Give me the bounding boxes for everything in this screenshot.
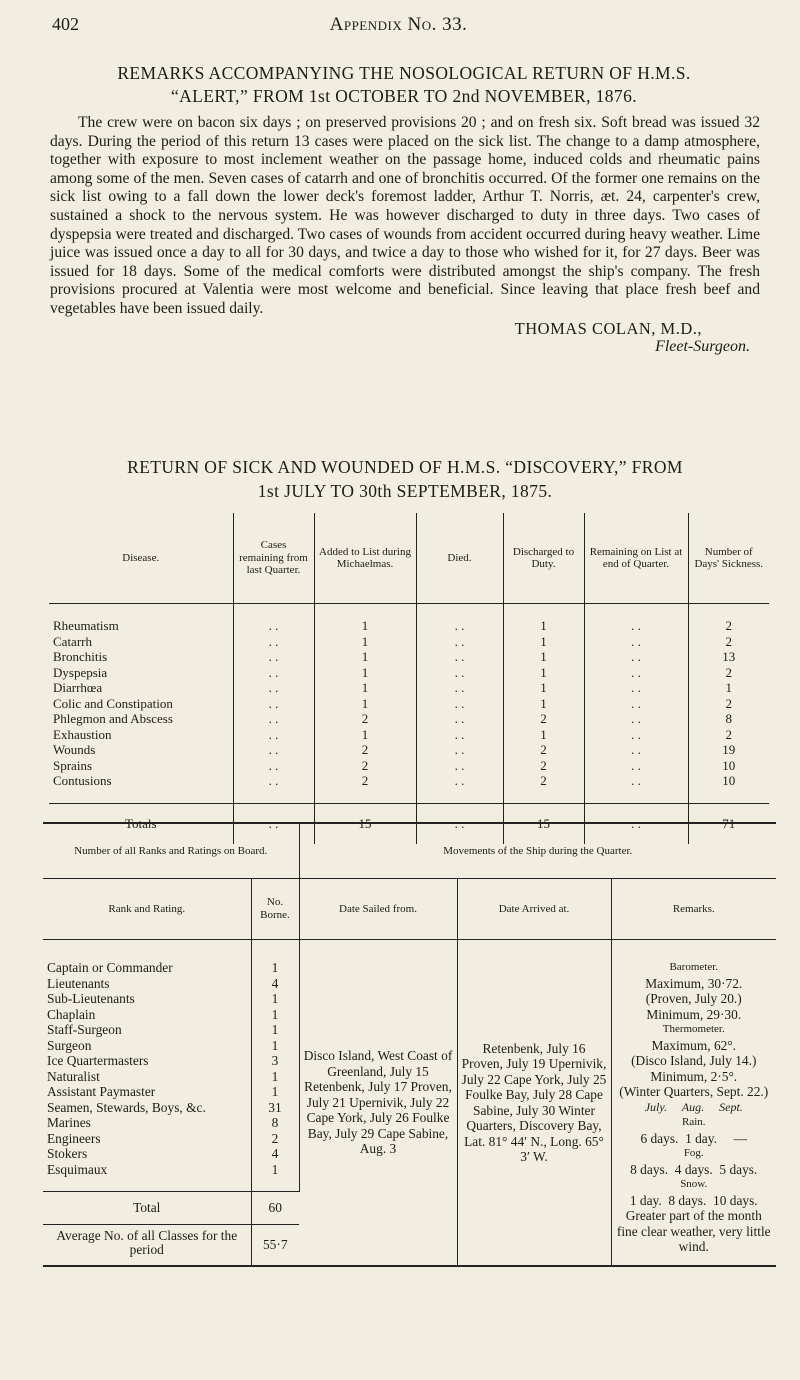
remarks-body	[50, 114, 760, 357]
sick-cell-died: . .	[416, 696, 503, 712]
sick-table-row	[49, 758, 769, 774]
disease-name: Exhaustion	[49, 727, 233, 743]
ranks-movements-table	[43, 822, 776, 1267]
disease-name: Phlegmon and Abscess	[49, 711, 233, 727]
rank-count: 3	[271, 1053, 279, 1068]
barometer-max-note: (Proven, July 20.)	[645, 991, 742, 1006]
rank-count: 1	[271, 1037, 279, 1053]
return-title	[40, 455, 770, 503]
header-died: Died.	[416, 513, 503, 604]
sick-table-row	[49, 680, 769, 696]
sick-cell-discharged: 1	[503, 649, 584, 665]
disease-name: Sprains	[49, 758, 233, 774]
sick-cell-days: 10	[722, 757, 736, 773]
sick-cell-days: 8	[725, 711, 732, 726]
sick-cell-remaining: . .	[233, 665, 314, 681]
sick-cell-remaining-end: . .	[584, 634, 688, 650]
sick-table-row	[49, 604, 769, 634]
sick-cell-days: 2	[725, 664, 732, 680]
arrived-at-cell: Retenbenk, July 16 Proven, July 19 Upernivik, July 22 Cape York, July 25 Foulke Bay, July 28 Cape Sabine, July 30 Winter Quarters, Discovery Bay, Lat. 81° 44′ N., Long. 65° 3′ W.	[457, 940, 611, 1267]
sick-cell-discharged: 2	[503, 773, 584, 803]
totals-died: . .	[416, 803, 503, 844]
sick-cell-discharged: 2	[503, 742, 584, 758]
sick-cell-remaining: . .	[233, 649, 314, 665]
sick-cell-remaining-end: . .	[584, 649, 688, 665]
disease-name: Dyspepsia	[49, 665, 233, 681]
sick-table-row	[49, 634, 769, 650]
header-days-sickness: Number of Days' Sickness.	[688, 513, 769, 604]
header-remarks: Remarks.	[611, 879, 776, 940]
ranks-column-header	[43, 879, 776, 940]
disease-name: Diarrhœa	[49, 680, 233, 696]
sick-cell-added: 1	[314, 680, 416, 696]
sick-table-row	[49, 727, 769, 743]
sick-cell-discharged: 2	[503, 711, 584, 727]
rank-name: Staff-Surgeon	[47, 1022, 122, 1037]
sick-cell-added: 1	[314, 634, 416, 650]
sick-table-row	[49, 649, 769, 665]
remarks-paragraph: The crew were on bacon six days ; on preserved provisions 20 ; and on fresh six. Soft bread was issued 32 days. During the period of this return 13 cases were placed on the sick list. The change to a damp atmosphere, together with exposure to most inclement weather on the passage home, induced colds and rheumatic pains among some of the men. Seven cases of catarrh and one of bronchitis occurred. Of the former one remains on the sick list owing to a fall down the lower deck's foremost ladder, Arthur T. Norris, æt. 24, carpenter's crew, sustained a shock to the nervous system. He was however discharged to duty in three days. Two cases of dyspepsia were treated and discharged. Two cases of wounds from accident occurred during heavy weather. Lime juice was issued once a day to all for 30 days, and twice a day to those who wished for it, for 27 days. Beer was issued for 18 days. Some of the medical comforts were distributed amongst the ship's company. The fresh provisions procured at Valentia were most welcome and beneficial. Since leaving that place fresh beef and vegetables have been issued daily.	[50, 114, 760, 317]
fog-days: 8 days. 4 days. 5 days.	[630, 1161, 758, 1177]
header-disease: Disease.	[49, 513, 233, 604]
rank-name: Captain or Commander	[47, 960, 173, 975]
rank-list	[43, 940, 251, 1192]
sick-cell-died: . .	[416, 649, 503, 665]
sick-cell-added: 1	[314, 665, 416, 681]
barometer-label: Barometer.	[669, 961, 719, 973]
total-value: 60	[251, 1192, 299, 1225]
snow-label: Snow.	[680, 1178, 708, 1190]
rank-count: 31	[268, 1099, 282, 1115]
sick-cell-remaining-end: . .	[584, 696, 688, 712]
sick-cell-days: 13	[722, 649, 736, 664]
thermometer-label: Thermometer.	[662, 1023, 725, 1035]
header-arrived-at: Date Arrived at.	[457, 879, 611, 940]
sick-cell-days: 2	[725, 726, 732, 742]
rain-label: Rain.	[681, 1116, 706, 1128]
sick-cell-remaining: . .	[233, 727, 314, 743]
sick-cell-added: 2	[314, 758, 416, 774]
totals-days: 71	[688, 803, 769, 844]
header-remaining-end: Remaining on List at end of Quarter.	[584, 513, 688, 604]
rank-name: Marines	[47, 1115, 91, 1130]
return-title-line-1: RETURN OF SICK AND WOUNDED OF H.M.S. “DISCOVERY,” FROM	[127, 457, 683, 477]
sick-cell-days: 2	[725, 618, 732, 633]
sick-table-header-row	[49, 513, 769, 604]
rank-name: Naturalist	[47, 1068, 100, 1084]
rank-name: Assistant Paymaster	[47, 1084, 156, 1099]
sick-cell-added: 2	[314, 711, 416, 727]
thermometer-max-note: (Disco Island, July 14.)	[631, 1053, 757, 1068]
sick-cell-added: 1	[314, 604, 416, 634]
sick-cell-discharged: 1	[503, 727, 584, 743]
sick-cell-died: . .	[416, 711, 503, 727]
ranks-group-header	[43, 823, 776, 879]
header-discharged: Discharged to Duty.	[503, 513, 584, 604]
sick-cell-discharged: 1	[503, 680, 584, 696]
average-label: Average No. of all Classes for the period	[43, 1225, 251, 1267]
weather-note: Greater part of the month fine clear weather, very little wind.	[616, 1208, 771, 1254]
rank-name: Stokers	[47, 1146, 88, 1161]
sick-table-row	[49, 742, 769, 758]
sick-cell-died: . .	[416, 773, 503, 803]
ranks-body-row	[43, 940, 776, 1192]
sick-cell-discharged: 1	[503, 634, 584, 650]
sick-table-row	[49, 696, 769, 712]
sick-cell-days: 10	[722, 773, 736, 788]
signature-name: THOMAS COLAN, M.D.,	[514, 318, 702, 338]
barometer-max: Maximum, 30·72.	[645, 975, 743, 991]
sick-cell-remaining-end: . .	[584, 758, 688, 774]
remarks-title	[48, 62, 760, 108]
sick-table-row	[49, 665, 769, 681]
sick-cell-days: 2	[725, 633, 732, 649]
rank-name: Engineers	[47, 1130, 101, 1146]
sick-cell-remaining: . .	[233, 696, 314, 712]
header-rank: Rank and Rating.	[43, 879, 251, 940]
sick-cell-remaining: . .	[233, 773, 314, 803]
sick-cell-died: . .	[416, 680, 503, 696]
fog-label: Fog.	[683, 1147, 704, 1159]
sick-cell-remaining-end: . .	[584, 727, 688, 743]
sick-cell-added: 1	[314, 649, 416, 665]
sick-table-row	[49, 773, 769, 803]
sick-cell-added: 1	[314, 696, 416, 712]
header-no-borne: No. Borne.	[251, 879, 299, 940]
sick-cell-remaining: . .	[233, 604, 314, 634]
sick-cell-remaining-end: . .	[584, 680, 688, 696]
sick-cell-added: 2	[314, 742, 416, 758]
rank-count: 1	[271, 1006, 279, 1022]
rank-name: Lieutenants	[47, 975, 110, 991]
sick-cell-remaining: . .	[233, 634, 314, 650]
sick-cell-discharged: 2	[503, 758, 584, 774]
rank-count: 1	[271, 1161, 279, 1177]
disease-name: Bronchitis	[49, 649, 233, 665]
sailed-from-cell: Disco Island, West Coast of Greenland, July 15 Retenbenk, July 17 Proven, July 21 Upernivik, July 22 Cape York, July 26 Foulke Bay, July 29 Cape Sabine, Aug. 3	[299, 940, 457, 1267]
rank-name: Sub-Lieutenants	[47, 991, 135, 1006]
sick-cell-added: 2	[314, 773, 416, 803]
header-sailed-from: Date Sailed from.	[299, 879, 457, 940]
totals-remaining: . .	[233, 803, 314, 844]
sick-cell-remaining-end: . .	[584, 711, 688, 727]
sick-wounded-table	[49, 513, 769, 844]
rank-count: 2	[271, 1130, 279, 1146]
header-cases-remaining: Cases remaining from last Quarter.	[233, 513, 314, 604]
sick-cell-remaining-end: . .	[584, 665, 688, 681]
no-borne-list	[251, 940, 299, 1192]
totals-added: 15	[314, 803, 416, 844]
totals-remaining-end: . .	[584, 803, 688, 844]
weather-months: July. Aug. Sept.	[644, 1099, 743, 1114]
rank-count: 1	[271, 1084, 279, 1099]
disease-name: Colic and Constipation	[49, 696, 233, 712]
rank-count: 1	[271, 991, 279, 1006]
signature-title: Fleet-Surgeon.	[655, 338, 750, 356]
rank-name: Ice Quartermasters	[47, 1053, 149, 1068]
sick-cell-died: . .	[416, 727, 503, 743]
totals-discharged: 15	[503, 803, 584, 844]
rain-days: 6 days. 1 day. —	[640, 1130, 748, 1146]
group-movements: Movements of the Ship during the Quarter.	[299, 823, 776, 879]
barometer-min: Minimum, 29·30.	[646, 1006, 742, 1022]
sick-cell-discharged: 1	[503, 696, 584, 712]
sick-cell-remaining-end: . .	[584, 742, 688, 758]
sick-cell-remaining: . .	[233, 680, 314, 696]
sick-cell-remaining-end: . .	[584, 604, 688, 634]
snow-days: 1 day. 8 days. 10 days.	[629, 1192, 758, 1208]
page-number: 402	[52, 14, 79, 34]
return-title-line-2: 1st JULY TO 30th SEPTEMBER, 1875.	[257, 481, 553, 501]
disease-name: Rheumatism	[49, 604, 233, 634]
sick-cell-discharged: 1	[503, 604, 584, 634]
sick-cell-died: . .	[416, 634, 503, 650]
sick-cell-days: 2	[725, 695, 732, 711]
average-value: 55·7	[251, 1225, 299, 1267]
disease-name: Contusions	[49, 773, 233, 803]
sick-cell-died: . .	[416, 758, 503, 774]
sick-cell-days: 19	[722, 742, 736, 757]
rank-name: Esquimaux	[47, 1161, 108, 1177]
sick-cell-died: . .	[416, 665, 503, 681]
sick-cell-added: 1	[314, 727, 416, 743]
sick-table-row	[49, 711, 769, 727]
sick-cell-days: 1	[725, 680, 732, 695]
sick-cell-remaining: . .	[233, 711, 314, 727]
totals-label: Totals	[49, 803, 233, 844]
running-head	[52, 14, 745, 40]
thermometer-min-note: (Winter Quarters, Sept. 22.)	[619, 1084, 769, 1099]
rank-name: Surgeon	[47, 1037, 92, 1053]
header-added: Added to List during Michaelmas.	[314, 513, 416, 604]
rank-name: Seamen, Stewards, Boys, &c.	[47, 1099, 206, 1115]
sick-cell-discharged: 1	[503, 665, 584, 681]
sick-cell-remaining: . .	[233, 758, 314, 774]
remarks-title-line-2: “ALERT,” FROM 1st OCTOBER TO 2nd NOVEMBER, 1876.	[170, 86, 638, 106]
sick-cell-remaining: . .	[233, 742, 314, 758]
weather-remarks	[611, 940, 776, 1267]
thermometer-min: Minimum, 2·5°.	[650, 1068, 738, 1084]
thermometer-max: Maximum, 62°.	[651, 1037, 737, 1053]
total-label: Total	[43, 1192, 251, 1225]
rank-count: 1	[271, 960, 279, 975]
rank-count: 8	[271, 1115, 279, 1130]
rank-name: Chaplain	[47, 1006, 96, 1022]
appendix-heading: Appendix No. 33.	[329, 14, 468, 35]
disease-name: Catarrh	[49, 634, 233, 650]
group-ranks: Number of all Ranks and Ratings on Board.	[43, 823, 299, 879]
sick-cell-died: . .	[416, 742, 503, 758]
disease-name: Wounds	[49, 742, 233, 758]
rank-count: 1	[271, 1068, 279, 1084]
rank-count: 1	[271, 1022, 279, 1037]
remarks-title-line-1: REMARKS ACCOMPANYING THE NOSOLOGICAL RETURN OF H.M.S.	[117, 63, 691, 83]
rank-count: 4	[271, 975, 279, 991]
sick-cell-died: . .	[416, 604, 503, 634]
sick-cell-remaining-end: . .	[584, 773, 688, 803]
rank-count: 4	[271, 1146, 279, 1161]
